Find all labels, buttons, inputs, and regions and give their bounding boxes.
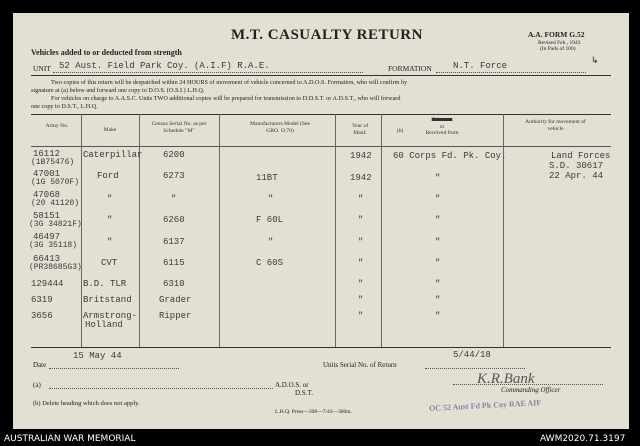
row3-census: " xyxy=(171,194,177,204)
row2-census: 6273 xyxy=(163,171,185,181)
row1-year: 1942 xyxy=(350,151,372,161)
row6-make: CVT xyxy=(101,258,118,268)
col-divider-3 xyxy=(219,114,220,347)
row7-make: B.D. TLR xyxy=(83,279,127,289)
row5-received: " xyxy=(435,237,441,247)
dst-label: D.S.T. xyxy=(295,389,313,397)
row9-make: Armstrong- xyxy=(83,311,138,321)
date-line xyxy=(49,368,179,369)
row2-received: " xyxy=(435,173,441,183)
col-header-year: Year of Manf. xyxy=(351,123,369,136)
col-header-b: (b) xyxy=(396,128,404,134)
row3-army-no2: (20 41120) xyxy=(31,199,80,208)
form-pads: (In Pads of 100) xyxy=(540,46,576,52)
row9-army-no: 3656 xyxy=(31,311,53,321)
serial-line xyxy=(425,368,525,369)
instruction-2: signature at (a) below and forward one copy to D.O.S. (O.S.I.) L.H.Q. xyxy=(31,87,205,94)
col-header-model: Manufacturers Model (See GRO. O.70) xyxy=(250,121,310,134)
row5-year: " xyxy=(358,237,364,247)
row9-year: " xyxy=(358,311,364,321)
row5-make: " xyxy=(107,237,113,247)
row7-census: 6310 xyxy=(163,279,185,289)
row7-year: " xyxy=(358,279,364,289)
date-value: 15 May 44 xyxy=(73,351,122,361)
row4-census: 6260 xyxy=(163,215,185,225)
formation-value: N.T. Force xyxy=(453,61,508,71)
table-top xyxy=(31,114,611,115)
instruction-4: one copy to D.S.T., L.H.Q. xyxy=(31,103,98,110)
a-line xyxy=(49,388,273,389)
col-header-make: Make xyxy=(103,127,117,133)
form-subtitle: Vehicles added to or deducted from strength xyxy=(31,48,182,57)
col-header-census: Census Serial No. as per Schedule "M" xyxy=(151,121,207,134)
row2-make: Ford xyxy=(97,171,119,181)
row2-army-no: 47001 xyxy=(33,169,61,179)
archive-footer xyxy=(0,433,640,446)
table-bottom xyxy=(31,347,611,348)
row5-army-no: 46497 xyxy=(33,232,61,242)
co-label: Commanding Officer xyxy=(501,386,561,394)
instruction-3: For vehicles on charge to A.A.S.C. Units TWO additional copies will be prepared for transmission to D.D.S.T. or A.D.S.T., who will forward xyxy=(51,95,401,102)
row4-make: " xyxy=(107,215,113,225)
row1-census: 6200 xyxy=(163,150,185,160)
row6-year: " xyxy=(358,258,364,268)
serial-value: 5/44/18 xyxy=(453,350,491,360)
instruction-1: Two copies of this return will be despatched within 24 HOURS of movement of vehicle concerned to A.D.O.S. Formation, who will confirm by xyxy=(51,79,408,86)
row8-year: " xyxy=(358,295,364,305)
row5-census: 6137 xyxy=(163,237,185,247)
formation-label: FORMATION xyxy=(388,64,432,73)
col-divider-2 xyxy=(139,114,140,347)
press-note: L.H.Q. Press—308—7/43—300m. xyxy=(275,409,352,415)
rule-top xyxy=(31,75,611,76)
col-divider-5 xyxy=(381,114,382,347)
ados-label: A.D.O.S. or xyxy=(275,381,309,389)
delete-note: (b) Delete heading which does not apply. xyxy=(33,400,140,407)
pin-mark: ↳ xyxy=(591,55,599,65)
col-divider-6 xyxy=(503,114,504,347)
row6-army-no: 66413 xyxy=(33,254,61,264)
col-header-authority: Authority for movement of vehicle xyxy=(525,119,586,132)
row9-make2: Holland xyxy=(85,320,123,330)
row8-census: Grader xyxy=(159,295,192,305)
row2-army-no2: (1G 5070F) xyxy=(31,178,80,187)
col-divider-1 xyxy=(81,114,82,347)
authority-line1: Land Forces xyxy=(551,151,611,161)
formation-line xyxy=(436,72,586,73)
row9-received: " xyxy=(435,311,441,321)
row4-army-no: 58151 xyxy=(33,211,61,221)
unit-line xyxy=(53,72,363,73)
row6-census: 6115 xyxy=(163,258,185,268)
row1-received: 60 Corps Fd. Pk. Coy. xyxy=(393,151,507,161)
a-label: (a) xyxy=(33,381,41,389)
row2-year: 1942 xyxy=(350,173,372,183)
signature: K.R.Bank xyxy=(477,371,535,387)
footer-collection: AUSTRALIAN WAR MEMORIAL xyxy=(4,434,136,444)
authority-line2: S.D. 30617 xyxy=(549,161,604,171)
row3-year: " xyxy=(358,194,364,204)
col-divider-4 xyxy=(335,114,336,347)
row1-army-no2: (1B75476) xyxy=(31,158,75,167)
row6-model: C 60S xyxy=(256,258,284,268)
row7-received: " xyxy=(435,279,441,289)
row7-army-no: 129444 xyxy=(31,279,64,289)
row6-army-no2: (PR38685G3) xyxy=(29,263,82,272)
row6-received: " xyxy=(435,258,441,268)
unit-stamp: OC 52 Aust Fd Pk Coy RAE AIF xyxy=(428,398,542,413)
row8-army-no: 6319 xyxy=(31,295,53,305)
form-title: M.T. CASUALTY RETURN xyxy=(231,27,423,43)
form-number: A.A. FORM G.52 xyxy=(528,30,585,39)
row4-army-no2: (3G 34821F) xyxy=(29,220,82,229)
row3-army-no: 47068 xyxy=(33,190,61,200)
row4-year: " xyxy=(358,215,364,225)
unit-label: UNIT xyxy=(33,64,51,73)
row3-make: " xyxy=(107,194,113,204)
form-card xyxy=(13,13,629,429)
row2-model: 11BT xyxy=(256,173,278,183)
row5-army-no2: (3G 35118) xyxy=(29,241,78,250)
row1-army-no: 16112 xyxy=(33,149,61,159)
form-revised: Revised Feb., 1943 xyxy=(538,40,581,46)
footer-accession: AWM2020.71.3197 xyxy=(540,434,626,444)
row3-model: " xyxy=(268,194,274,204)
row4-received: " xyxy=(435,215,441,225)
row8-received: " xyxy=(435,295,441,305)
serial-label: Units Serial No. of Return xyxy=(323,361,397,369)
row3-received: " xyxy=(435,194,441,204)
row5-model: " xyxy=(268,237,274,247)
row1-make: Caterpillar xyxy=(83,150,143,160)
table-header-bottom xyxy=(31,146,611,147)
date-label: Date xyxy=(33,361,47,369)
col-header-taken-on: Taken on xyxy=(431,117,453,123)
col-header-army-no: Army No. xyxy=(45,123,69,129)
col-header-received: Received from xyxy=(425,130,459,136)
signature-line xyxy=(453,384,603,385)
authority-line3: 22 Apr. 44 xyxy=(549,171,604,181)
unit-value: 52 Aust. Field Park Coy. (A.I.F) R.A.E. xyxy=(59,61,270,71)
row8-make: Britstand xyxy=(83,295,132,305)
col-header-or: or xyxy=(439,124,445,130)
row4-model: F 60L xyxy=(256,215,284,225)
row9-census: Ripper xyxy=(159,311,192,321)
